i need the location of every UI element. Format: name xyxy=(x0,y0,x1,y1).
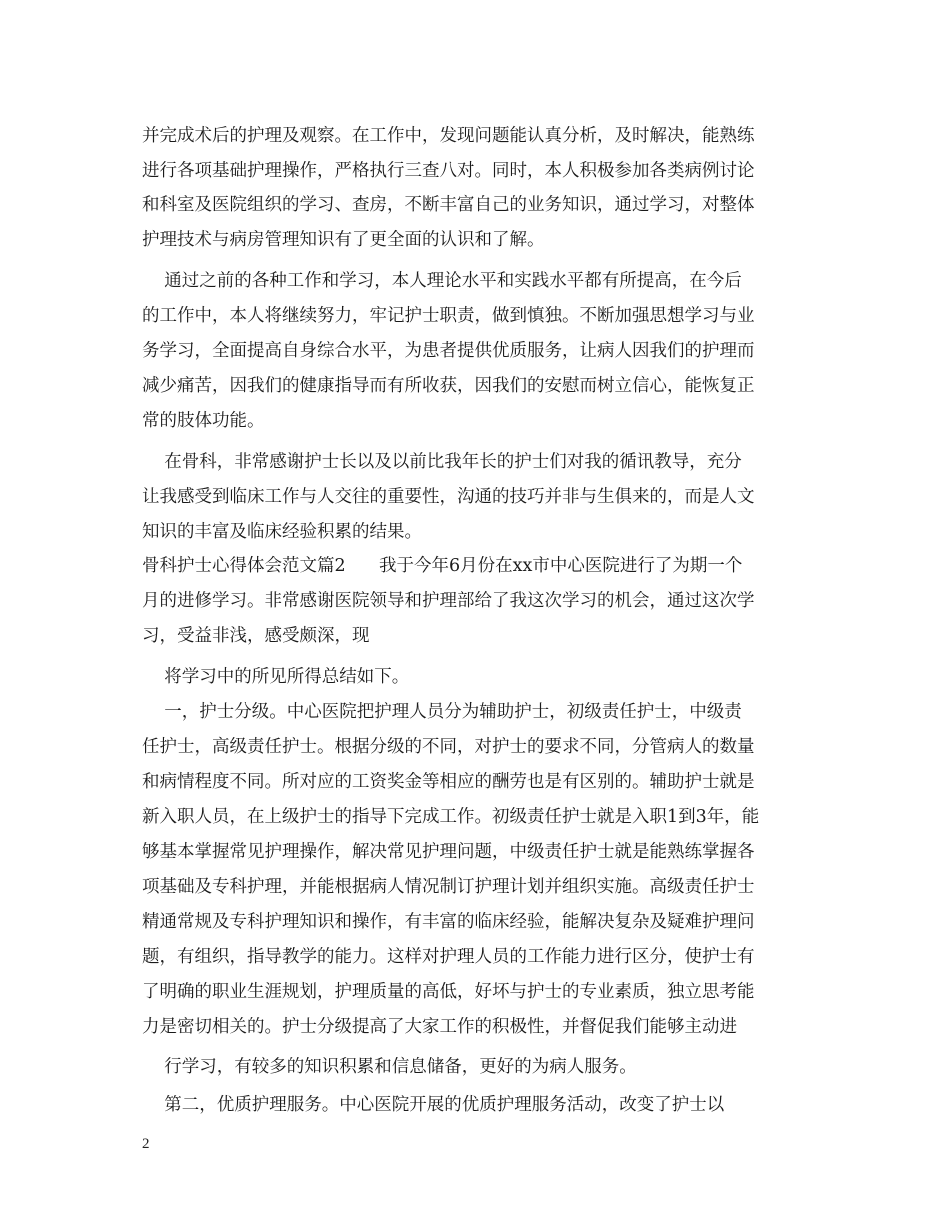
text-line: 知识的丰富及临床经验积累的结果。 xyxy=(142,522,422,542)
text-line: 常的肢体功能。 xyxy=(142,411,265,431)
text-line: 的工作中，本人将继续努力，牢记护士职责，做到慎独。不断加强思想学习与业 xyxy=(142,306,755,326)
text-line: 月的进修学习。非常感谢医院领导和护理部给了我这次学习的机会，通过这次学 xyxy=(142,591,755,611)
text-line: 够基本掌握常见护理操作，解决常见护理问题，中级责任护士就是能熟练掌握各 xyxy=(142,842,755,862)
text-line: 让我感受到临床工作与人交往的重要性，沟通的技巧并非与生俱来的，而是人文 xyxy=(142,487,755,507)
text-line: 减少痛苦，因我们的健康指导而有所收获，因我们的安慰而树立信心，能恢复正 xyxy=(142,376,755,396)
page-number: 2 xyxy=(142,1136,150,1152)
text-line: 和病情程度不同。所对应的工资奖金等相应的酬劳也是有区别的。辅助护士就是 xyxy=(142,772,755,792)
text-line: 在骨科，非常感谢护士长以及以前比我年长的护士们对我的循讯教导，充分 xyxy=(142,452,742,472)
text-line: 任护士，高级责任护士。根据分级的不同，对护士的要求不同，分管病人的数量 xyxy=(142,737,755,757)
text-line: 习，受益非浅，感受颇深，现 xyxy=(142,626,370,646)
text-line: 务学习，全面提高自身综合水平，为患者提供优质服务，让病人因我们的护理而 xyxy=(142,341,755,361)
text-line: 了明确的职业生涯规划，护理质量的高低，好坏与护士的专业素质，独立思考能 xyxy=(142,982,755,1002)
text-line: 第二，优质护理服务。中心医院开展的优质护理服务活动，改变了护士以 xyxy=(142,1095,725,1115)
text-line: 并完成术后的护理及观察。在工作中，发现问题能认真分析，及时解决，能熟练 xyxy=(142,126,755,146)
text-line: 和科室及医院组织的学习、查房，不断丰富自己的业务知识，通过学习，对整体 xyxy=(142,195,755,215)
text-line: 将学习中的所见所得总结如下。 xyxy=(142,667,410,687)
text-line: 护理技术与病房管理知识有了更全面的认识和了解。 xyxy=(142,230,545,250)
text-line: 项基础及专科护理，并能根据病人情况制订护理计划并组织实施。高级责任护士 xyxy=(142,877,755,897)
text-line: 通过之前的各种工作和学习，本人理论水平和实践水平都有所提高，在今后 xyxy=(142,271,742,291)
text-line: 一，护士分级。中心医院把护理人员分为辅助护士，初级责任护士，中级责 xyxy=(142,702,742,722)
text-line: 力是密切相关的。护士分级提高了大家工作的积极性，并督促我们能够主动进 xyxy=(142,1017,737,1037)
text-line: 题，有组织，指导教学的能力。这样对护理人员的工作能力进行区分，使护士有 xyxy=(142,947,755,967)
text-line: 进行各项基础护理操作，严格执行三查八对。同时，本人积极参加各类病例讨论 xyxy=(142,161,755,181)
text-line: 骨科护士心得体会范文篇2 我于今年6月份在xx市中心医院进行了为期一个 xyxy=(142,556,743,576)
text-line: 行学习，有较多的知识积累和信息储备，更好的为病人服务。 xyxy=(142,1057,637,1077)
text-line: 新入职人员，在上级护士的指导下完成工作。初级责任护士就是入职1到3年，能 xyxy=(142,807,760,827)
text-line: 精通常规及专科护理知识和操作，有丰富的临床经验，能解决复杂及疑难护理问 xyxy=(142,912,755,932)
